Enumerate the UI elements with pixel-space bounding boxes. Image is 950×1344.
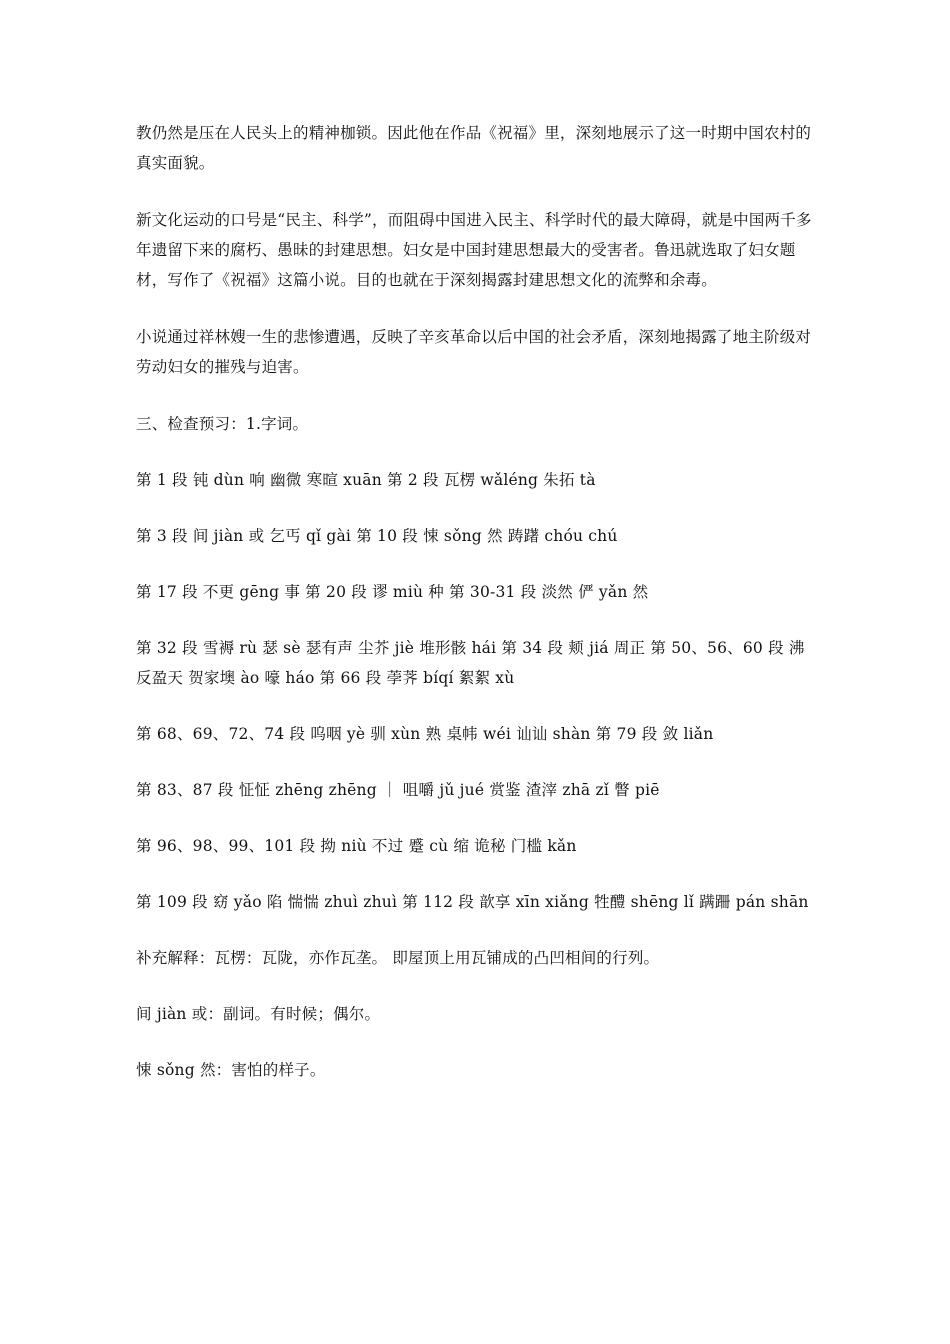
definition-jianhuo: 间 jiàn 或：副词。有时候；偶尔。 [136, 1005, 381, 1023]
vocab-line-1: 第 1 段 钝 dùn 响 幽微 寒暄 xuān 第 2 段 瓦楞 wǎléng 朱拓 tà [136, 471, 596, 489]
definition-songran: 悚 sǒng 然：害怕的样子。 [136, 1061, 326, 1079]
paragraph-novel-summary: 小说通过祥林嫂一生的悲惨遭遇，反映了辛亥革命以后中国的社会矛盾，深刻地揭露了地主阶级对劳动妇女的摧残与迫害。 [136, 328, 812, 376]
vocab-line-8: 第 109 段 窈 yǎo 陷 惴惴 zhuì zhuì 第 112 段 歆享 xīn xiǎng 牲醴 shēng lǐ 蹒跚 pán shān [136, 893, 809, 911]
vocab-line-7: 第 96、98、99、101 段 拗 niù 不过 蹙 cù 缩 诡秘 门槛 kǎn [136, 837, 577, 855]
document-page [136, 118, 816, 1111]
paragraph-new-culture-movement: 新文化运动的口号是“民主、科学”，而阻碍中国进入民主、科学时代的最大障碍，就是中国两千多年遗留下来的腐朽、愚昧的封建思想。妇女是中国封建思想最大的受害者。鲁迅就选取了妇女题材，写作了《祝福》这篇小说。目的也就在于深刻揭露封建思想文化的流弊和余毒。 [136, 211, 812, 289]
vocab-line-5: 第 68、69、72、74 段 呜咽 yè 驯 xùn 熟 桌帏 wéi 讪讪 shàn 第 79 段 敛 liǎn [136, 725, 714, 743]
vocab-line-6: 第 83、87 段 怔怔 zhēng zhēng ｜ 咀嚼 jǔ jué 赏鉴 渣滓 zhā zǐ 瞥 piē [136, 781, 660, 799]
supplementary-explanation: 补充解释：瓦楞：瓦陇，亦作瓦垄。 即屋顶上用瓦铺成的凸凹相间的行列。 [136, 949, 660, 967]
vocab-line-4: 第 32 段 雪褥 rù 瑟 sè 瑟有声 尘芥 jiè 堆形骸 hái 第 34 段 颊 jiá 周正 第 50、56、60 段 沸反盈天 贺家墺 ào 嚎 háo 第 66 段 荸荠 bíqí 絮絮 xù [136, 639, 805, 687]
paragraph-intro-continuation: 教仍然是压在人民头上的精神枷锁。因此他在作品《祝福》里，深刻地展示了这一时期中国农村的真实面貌。 [136, 124, 812, 172]
vocab-line-2: 第 3 段 间 jiàn 或 乞丐 qǐ gài 第 10 段 悚 sǒng 然 踌躇 chóu chú [136, 527, 618, 545]
vocab-line-3: 第 17 段 不更 gēng 事 第 20 段 谬 miù 种 第 30-31 段 淡然 俨 yǎn 然 [136, 583, 649, 601]
section-heading-preview-check: 三、检查预习：1.字词。 [136, 415, 309, 433]
